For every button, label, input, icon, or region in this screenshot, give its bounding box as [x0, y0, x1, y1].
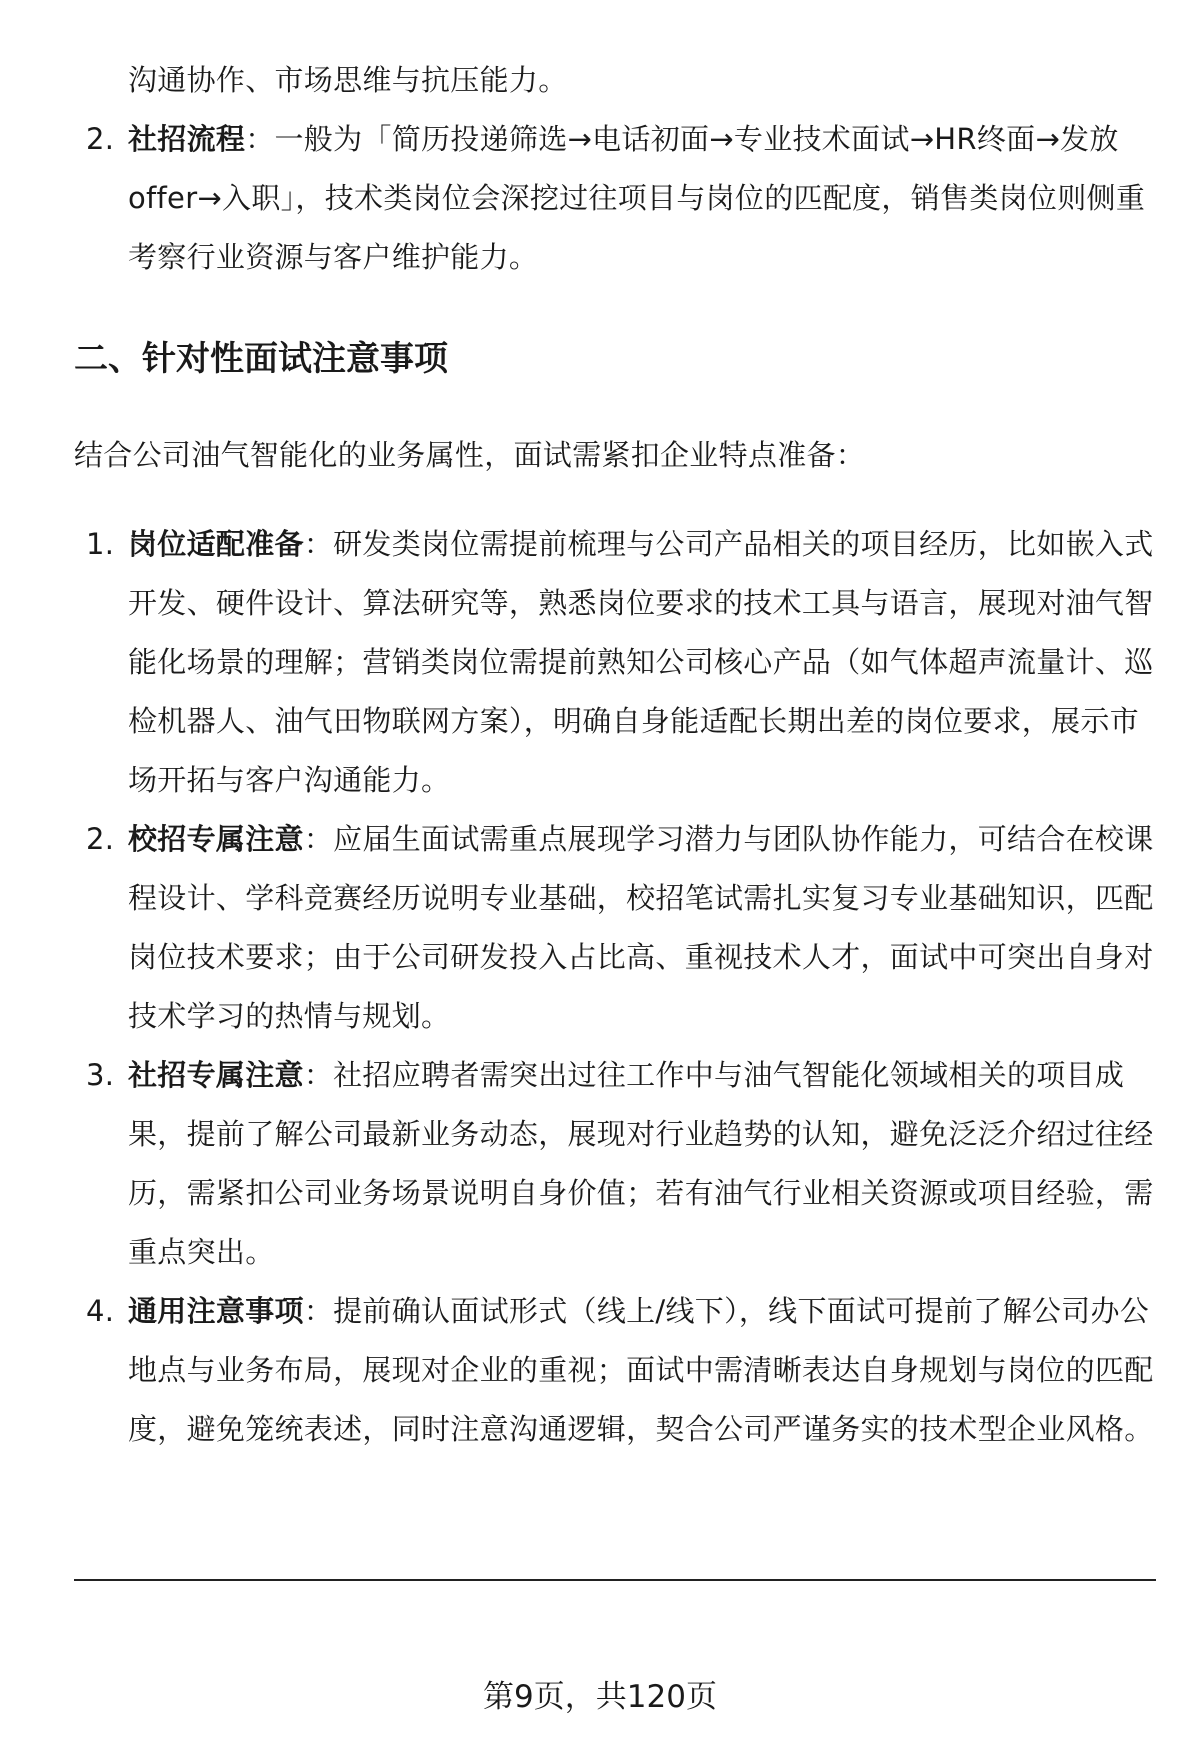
list-item-title: 通用注意事项 — [128, 1294, 304, 1328]
main-list — [74, 515, 1154, 1459]
list-item-title: 社招专属注意 — [128, 1058, 304, 1092]
list-item — [74, 1282, 1154, 1459]
list-item-text: ：研发类岗位需提前梳理与公司产品相关的项目经历，比如嵌入式开发、硬件设计、算法研究等，熟悉岗位要求的技术工具与语言，展现对油气智能化场景的理解；营销类岗位需提前熟知公司核心产品（如气体超声流量计、巡检机器人、油气田物联网方案），明确自身能适配长期出差的岗位要求，展示市场开拓与客户沟通能力。 — [128, 527, 1154, 797]
list-item-text: ：社招应聘者需突出过往工作中与油气智能化领域相关的项目成果，提前了解公司最新业务动态，展现对行业趋势的认知，避免泛泛介绍过往经历，需紧扣公司业务场景说明自身价值；若有油气行业相关资源或项目经验，需重点突出。 — [128, 1058, 1154, 1269]
continuation-text: 沟通协作、市场思维与抗压能力。 — [128, 63, 568, 97]
top-list — [74, 110, 1154, 287]
page-number: 第9页，共120页 — [483, 1679, 717, 1715]
list-item-number: 3. — [86, 1058, 115, 1092]
list-item-title: 社招流程 — [128, 122, 246, 156]
list-item — [74, 110, 1154, 287]
list-item-text: ：一般为「简历投递筛选→电话初面→专业技术面试→HR终面→发放offer→入职」，技术类岗位会深挖过往项目与岗位的匹配度，销售类岗位则侧重考察行业资源与客户维护能力。 — [128, 122, 1146, 274]
list-item-number: 2. — [86, 122, 115, 156]
section-intro: 结合公司油气智能化的业务属性，面试需紧扣企业特点准备： — [74, 438, 866, 472]
list-item-title: 校招专属注意 — [128, 822, 304, 856]
list-item-number: 1. — [86, 527, 115, 561]
list-item — [74, 1046, 1154, 1282]
list-item-number: 2. — [86, 822, 115, 856]
footer-divider — [74, 1579, 1156, 1581]
list-item-text: ：应届生面试需重点展现学习潜力与团队协作能力，可结合在校课程设计、学科竞赛经历说明专业基础，校招笔试需扎实复习专业基础知识，匹配岗位技术要求；由于公司研发投入占比高、重视技术人才，面试中可突出自身对技术学习的热情与规划。 — [128, 822, 1154, 1033]
list-item-title: 岗位适配准备 — [128, 527, 304, 561]
list-item-text: ：提前确认面试形式（线上/线下），线下面试可提前了解公司办公地点与业务布局，展现对企业的重视；面试中需清晰表达自身规划与岗位的匹配度，避免笼统表述，同时注意沟通逻辑，契合公司严谨务实的技术型企业风格。 — [128, 1294, 1154, 1446]
list-item — [74, 515, 1154, 810]
section-heading: 二、针对性面试注意事项 — [74, 339, 448, 379]
list-item-number: 4. — [86, 1294, 115, 1328]
list-item — [74, 810, 1154, 1046]
